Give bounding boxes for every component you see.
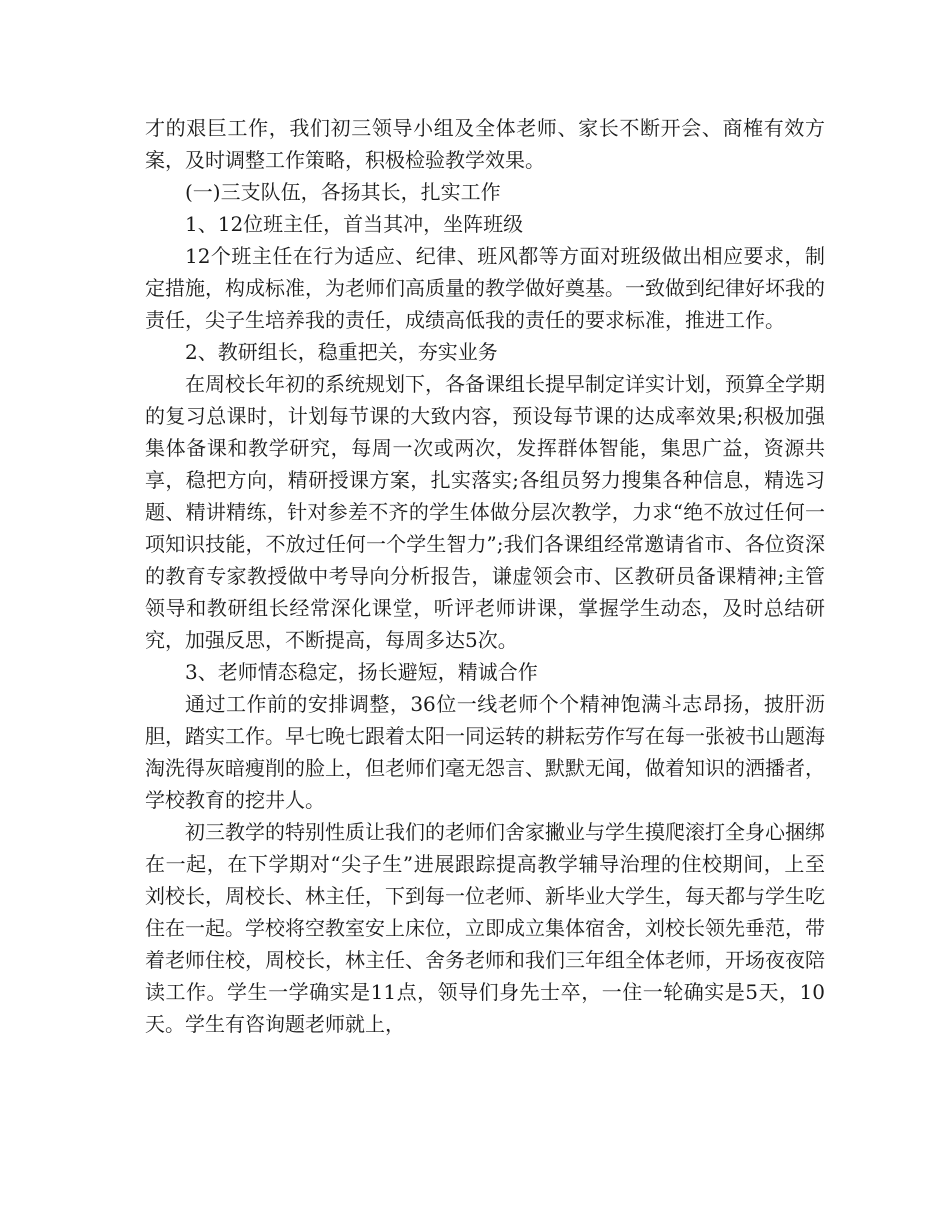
paragraph-boarding-support: 初三教学的特别性质让我们的老师们舍家撇业与学生摸爬滚打全身心捆绑在一起，在下学期对“尖子生”进展跟踪提高教学辅导治理的住校期间，上至刘校长，周校长、林主任，下到每一位老师、新毕业大学生，每天都与学生吃住在一起。学校将空教室安上床位，立即成立集体宿舍，刘校长领先垂范，带着老师住校，周校长，林主任、舍务老师和我们三年组全体老师，开场夜夜陪读工作。学生一学确实是11点，领导们身先士卒，一住一轮确实是5天，10天。学生有咨询题老师就上，: [145, 820, 825, 1036]
paragraph-head-teachers: 12个班主任在行为适应、纪律、班风都等方面对班级做出相应要求，制定措施，构成标准，为老师们高质量的教学做好奠基。一致做到纪律好坏我的责任，尖子生培养我的责任，成绩高低我的责任的要求标准，推进工作。: [145, 244, 825, 332]
subheading-head-teachers: 1、12位班主任，首当其冲，坐阵班级: [185, 212, 524, 236]
subheading-teacher-morale: 3、老师情态稳定，扬长避短，精诚合作: [185, 660, 538, 684]
paragraph-research-leaders: 在周校长年初的系统规划下，各备课组长提早制定详实计划，预算全学期的复习总课时，计划每节课的大致内容，预设每节课的达成率效果;积极加强集体备课和教学研究，每周一次或两次，发挥群体智能，集思广益，资源共享，稳把方向，精研授课方案，扎实落实;各组员努力搜集各种信息，精选习题、精讲精练，针对参差不齐的学生体做分层次教学，力求“绝不放过任何一项知识技能，不放过任何一个学生智力”;我们各课组经常邀请省市、各位资深的教育专家教授做中考导向分析报告，谦虚领会市、区教研员备课精神;主管领导和教研组长经常深化课堂，听评老师讲课，掌握学生动态，及时总结研究，加强反思，不断提高，每周多达5次。: [145, 372, 825, 652]
paragraph-teacher-morale: 通过工作前的安排调整，36位一线老师个个精神饱满斗志昂扬，披肝沥胆，踏实工作。早七晚七跟着太阳一同运转的耕耘劳作写在每一张被书山题海淘洗得灰暗瘦削的脸上，但老师们毫无怨言、默默无闻，做着知识的洒播者，学校教育的挖井人。: [145, 692, 825, 812]
paragraph-continuation: 才的艰巨工作，我们初三领导小组及全体老师、家长不断开会、商榷有效方案，及时调整工作策略，积极检验教学效果。: [145, 116, 825, 172]
section-heading-three-teams: (一)三支队伍，各扬其长，扎实工作: [185, 180, 501, 204]
subheading-research-leaders: 2、教研组长，稳重把关，夯实业务: [185, 340, 498, 364]
document-body: [145, 112, 825, 1040]
